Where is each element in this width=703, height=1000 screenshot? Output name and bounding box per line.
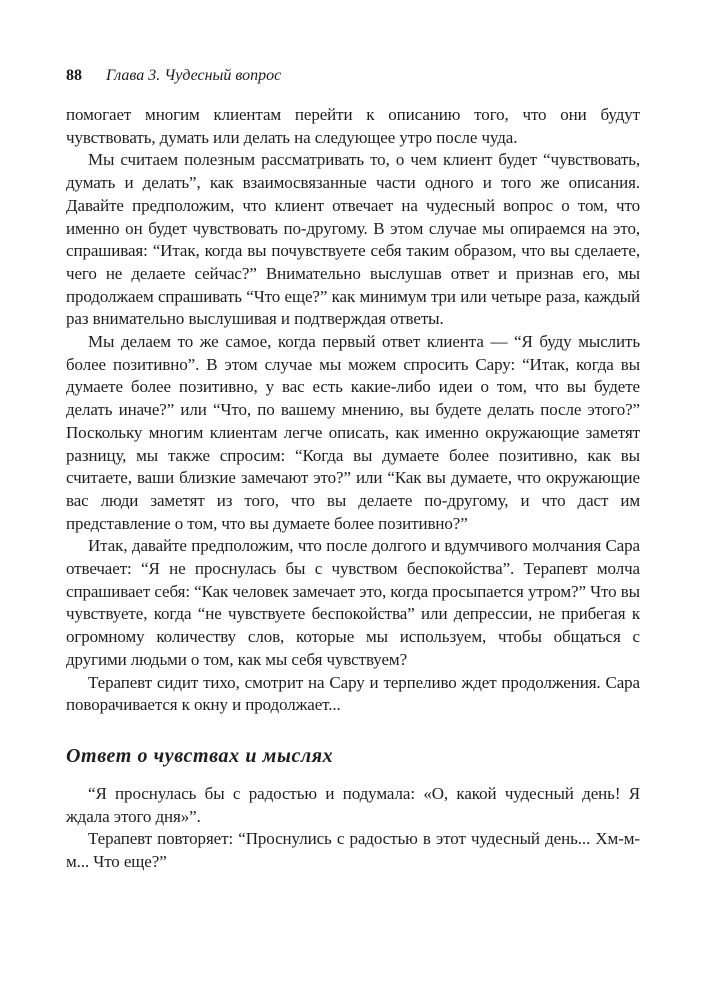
paragraph-5: Терапевт сидит тихо, смотрит на Сару и терпеливо ждет продолжения. Сара поворачивается к окну и продолжает...	[66, 672, 640, 715]
paragraph-1: помогает многим клиентам перейти к описанию того, что они будут чувствовать, думать или делать на следующее утро после чуда.	[66, 105, 640, 147]
page-body	[66, 104, 640, 874]
paragraph-2: Мы считаем полезным рассматривать то, о чем клиент будет “чувствовать, думать и делать”, как взаимосвязанные части одного и того же описания. Давайте предположим, что клиент отвечает на чудесный вопрос о том, что именно он будет чувствовать по-другому. В этом случае мы опираемся на это, спрашивая: “Итак, когда вы почувствуете себя таким образом, что вы сделаете, чего не делаете сейчас?” Внимательно выслушав ответ и признав его, мы продолжаем спрашивать “Что еще?” как минимум три или четыре раза, каждый раз внимательно выслушивая и подтверждая ответы.	[66, 150, 640, 329]
section-paragraph-2: Терапевт повторяет: “Проснулись с радостью в этот чудесный день... Хм-м-м... Что еще?”	[66, 829, 640, 872]
page-number: 88	[66, 67, 82, 84]
section-paragraph-1: “Я проснулась бы с радостью и подумала: «О, какой чудесный день! Я ждала этого дня»”.	[66, 783, 640, 826]
paragraph-3: Мы делаем то же самое, когда первый ответ клиента — “Я буду мыслить более позитивно”. В этом случае мы можем спросить Сару: “Итак, когда вы думаете более позитивно, у вас есть какие-либо идеи о том, что вы будете делать иначе?” или “Что, по вашему мнению, вы будете делать после этого?” Поскольку многим клиентам легче описать, как именно окружающие заметят разницу, мы также спросим: “Когда вы думаете более позитивно, как вы считаете, ваши близкие замечают это?” или “Как вы думаете, что окружающие вас люди заметят из того, что вы делаете по-другому, и что даст им представление о том, что вы думаете более позитивно?”	[66, 332, 640, 533]
paragraph-4: Итак, давайте предположим, что после долгого и вдумчивого молчания Сара отвечает: “Я не проснулась бы с чувством беспокойства”. Терапевт молча спрашивает себя: “Как человек замечает это, когда просыпается утром?” Что вы чувствуете, когда “не чувствуете беспокойства” или депрессии, не прибегая к огромному количеству слов, которые мы используем, чтобы общаться с другими людьми о том, как мы себя чувствуем?	[66, 536, 640, 669]
chapter-title: Глава 3. Чудесный вопрос	[106, 67, 282, 84]
running-head	[66, 66, 638, 86]
section-heading: Ответ о чувствах и мыслях	[66, 744, 334, 767]
